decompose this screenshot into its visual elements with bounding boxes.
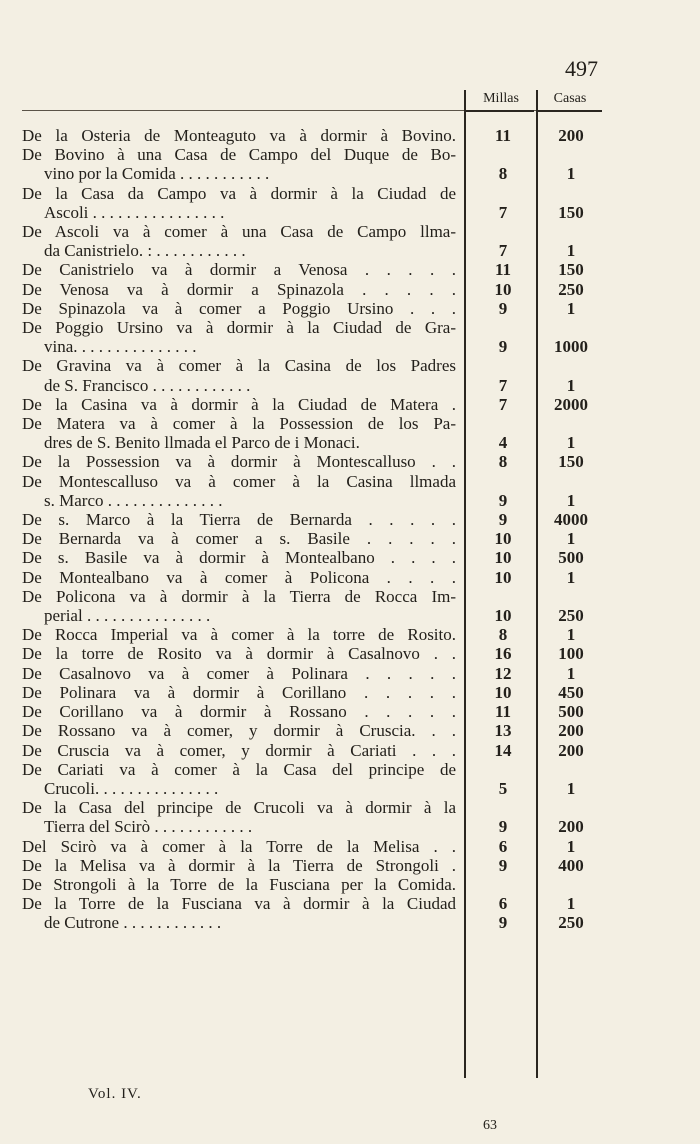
route-text: De Canistrielo va à dormir a Venosa . . . . . <box>22 260 456 280</box>
itinerary-entry <box>22 299 602 318</box>
millas-value: 9 <box>498 855 508 875</box>
entry-line <box>22 875 602 894</box>
itinerary-entry <box>22 260 602 279</box>
millas-value: 6 <box>498 894 508 914</box>
entry-line <box>22 491 602 510</box>
casas-value: 1 <box>566 433 576 453</box>
itinerary-entry <box>22 837 602 856</box>
itinerary-entry <box>22 452 602 471</box>
route-text: De Poggio Ursino va à dormir à la Ciudad de Gra- <box>22 318 456 338</box>
entry-line <box>22 241 602 260</box>
millas-value: 8 <box>498 625 508 645</box>
millas-value: 14 <box>494 740 512 760</box>
itinerary-entry <box>22 683 602 702</box>
casas-value: 1 <box>566 625 576 645</box>
millas-value: 7 <box>498 241 508 261</box>
route-text: Tierra del Scirò . . . . . . . . . . . . <box>44 817 253 837</box>
route-text: De Venosa va à dormir a Spinazola . . . . . <box>22 279 456 299</box>
volume-label: Vol. IV. <box>88 1086 142 1102</box>
itinerary-entry <box>22 760 602 798</box>
header-underline-millas <box>466 110 534 112</box>
casas-value: 4000 <box>554 510 588 530</box>
millas-value: 11 <box>494 126 512 145</box>
route-text: De la Osteria de Monteaguto va à dormir à Bovino. <box>22 126 456 145</box>
casas-value: 1 <box>566 529 576 549</box>
casas-value: 1 <box>566 778 576 798</box>
casas-value: 150 <box>558 452 584 472</box>
casas-value: 150 <box>558 202 584 222</box>
casas-value: 1 <box>566 663 576 683</box>
itinerary-entry <box>22 548 602 567</box>
route-text: De Bernarda va à comer a s. Basile . . . . . <box>22 529 456 549</box>
entry-line <box>22 452 602 471</box>
itinerary-entry <box>22 529 602 548</box>
itinerary-entry <box>22 644 602 663</box>
millas-value: 10 <box>494 548 512 568</box>
route-text: vina. . . . . . . . . . . . . . . <box>44 337 197 357</box>
route-text: De la Torre de la Fusciana va à dormir à la Ciudad <box>22 894 456 914</box>
millas-value: 10 <box>494 529 512 549</box>
entry-line <box>22 145 602 164</box>
entry-line <box>22 702 602 721</box>
itinerary-entry <box>22 856 602 875</box>
route-text: Crucoli. . . . . . . . . . . . . . . <box>44 778 219 798</box>
entry-line <box>22 318 602 337</box>
casas-value: 1 <box>566 836 576 856</box>
route-text: De Strongoli à la Torre de la Fusciana per la Comida. <box>22 874 456 894</box>
itinerary-entry <box>22 472 602 510</box>
millas-value: 5 <box>498 778 508 798</box>
route-text: da Canistrielo. : . . . . . . . . . . . <box>44 241 246 261</box>
millas-value: 7 <box>498 394 508 414</box>
route-text: De Policona va à dormir à la Tierra de Rocca Im- <box>22 586 456 606</box>
entry-line <box>22 203 602 222</box>
entry-line <box>22 837 602 856</box>
entry-line <box>22 587 602 606</box>
route-text: De Montealbano va à comer à Policona . . . . <box>22 567 456 587</box>
itinerary-entry <box>22 798 602 836</box>
casas-value: 500 <box>558 548 584 568</box>
route-text: De Casalnovo va à comer à Polinara . . . . . <box>22 663 456 683</box>
entry-line <box>22 568 602 587</box>
entry-line <box>22 472 602 491</box>
entry-line <box>22 760 602 779</box>
itinerary-entry <box>22 318 602 356</box>
itinerary-entry <box>22 741 602 760</box>
millas-value: 4 <box>498 433 508 453</box>
entry-line <box>22 741 602 760</box>
entry-line <box>22 395 602 414</box>
entry-line <box>22 414 602 433</box>
casas-value: 1000 <box>554 337 588 357</box>
route-text: De Gravina va à comer à la Casina de los Padres <box>22 356 456 376</box>
entry-line <box>22 510 602 529</box>
route-text: De Rocca Imperial va à comer à la torre de Rosito. <box>22 625 456 645</box>
route-text: perial . . . . . . . . . . . . . . . <box>44 606 211 626</box>
entry-line <box>22 260 602 279</box>
entry-line <box>22 721 602 740</box>
route-text: Del Scirò va à comer à la Torre de la Melisa . . <box>22 836 456 856</box>
millas-value: 8 <box>498 164 508 184</box>
entry-line <box>22 913 602 932</box>
itinerary-entry <box>22 587 602 625</box>
millas-value: 10 <box>494 682 512 702</box>
entry-line <box>22 779 602 798</box>
millas-value: 10 <box>494 279 512 299</box>
millas-value: 9 <box>498 913 508 933</box>
casas-value: 200 <box>558 126 584 145</box>
route-text: De Bovino à una Casa de Campo del Duque de Bo- <box>22 145 456 165</box>
millas-value: 6 <box>498 836 508 856</box>
route-text: De la Possession va à dormir à Montescalluso . . <box>22 452 456 472</box>
millas-value: 10 <box>494 606 512 626</box>
entry-line <box>22 280 602 299</box>
entry-line <box>22 894 602 913</box>
casas-value: 1 <box>566 164 576 184</box>
column-header-casas: Casas <box>553 91 587 106</box>
route-text: s. Marco . . . . . . . . . . . . . . <box>44 490 223 510</box>
route-text: De Ascoli va à comer à una Casa de Campo llma- <box>22 222 456 242</box>
casas-value: 1 <box>566 894 576 914</box>
itinerary-entry <box>22 145 602 183</box>
millas-value: 11 <box>494 702 512 722</box>
millas-value: 12 <box>494 663 512 683</box>
entry-line <box>22 433 602 452</box>
route-text: De Montescalluso va à comer à la Casina llmada <box>22 471 456 491</box>
route-text: De Cariati va à comer à la Casa del principe de <box>22 759 456 779</box>
route-text: Ascoli . . . . . . . . . . . . . . . . <box>44 202 225 222</box>
millas-value: 13 <box>494 721 512 741</box>
itinerary-entry <box>22 184 602 222</box>
route-text: De s. Marco à la Tierra de Bernarda . . . . . <box>22 510 456 530</box>
casas-value: 200 <box>558 721 584 741</box>
entry-line <box>22 299 602 318</box>
entry-line <box>22 529 602 548</box>
casas-value: 500 <box>558 702 584 722</box>
casas-value: 1 <box>566 298 576 318</box>
millas-value: 9 <box>498 337 508 357</box>
itinerary-entry <box>22 625 602 644</box>
entry-line <box>22 683 602 702</box>
itinerary-entry <box>22 894 602 932</box>
route-text: De Polinara va à dormir à Corillano . . . . . <box>22 682 456 702</box>
entry-line <box>22 817 602 836</box>
entry-line <box>22 376 602 395</box>
itinerary-entry <box>22 356 602 394</box>
itinerary-table <box>22 126 602 933</box>
millas-value: 16 <box>494 644 512 664</box>
route-text: De la Melisa va à dormir à la Tierra de Strongoli . <box>22 855 456 875</box>
route-text: De Rossano va à comer, y dormir à Cruscia. . . <box>22 721 456 741</box>
itinerary-entry <box>22 395 602 414</box>
millas-value: 7 <box>498 202 508 222</box>
entry-line <box>22 606 602 625</box>
route-text: vino por la Comida . . . . . . . . . . . <box>44 164 270 184</box>
millas-value: 9 <box>498 817 508 837</box>
casas-value: 400 <box>558 855 584 875</box>
route-text: de S. Francisco . . . . . . . . . . . . <box>44 375 251 395</box>
casas-value: 1 <box>566 241 576 261</box>
entry-line <box>22 337 602 356</box>
millas-value: 8 <box>498 452 508 472</box>
itinerary-entry <box>22 280 602 299</box>
itinerary-entry <box>22 875 602 894</box>
route-text: De Spinazola va à comer a Poggio Ursino . . . <box>22 298 456 318</box>
itinerary-entry <box>22 510 602 529</box>
entry-line <box>22 548 602 567</box>
route-text: De la torre de Rosito va à dormir à Casalnovo . . <box>22 644 456 664</box>
casas-value: 450 <box>558 682 584 702</box>
casas-value: 150 <box>558 260 584 280</box>
entry-line <box>22 222 602 241</box>
route-text: De Corillano va à dormir à Rossano . . . . . <box>22 702 456 722</box>
route-text: De la Casina va à dormir à la Ciudad de Matera . <box>22 394 456 414</box>
entry-line <box>22 798 602 817</box>
itinerary-entry <box>22 568 602 587</box>
millas-value: 10 <box>494 567 512 587</box>
route-text: De Cruscia va à comer, y dormir à Cariati . . . <box>22 740 456 760</box>
casas-value: 250 <box>558 913 584 933</box>
millas-value: 9 <box>498 490 508 510</box>
millas-value: 7 <box>498 375 508 395</box>
millas-value: 9 <box>498 298 508 318</box>
itinerary-entry <box>22 664 602 683</box>
signature-mark: 63 <box>483 1118 497 1133</box>
millas-value: 9 <box>498 510 508 530</box>
casas-value: 2000 <box>554 394 588 414</box>
header-underline-casas <box>538 110 602 112</box>
entry-line <box>22 126 602 145</box>
column-header-millas: Millas <box>483 91 519 106</box>
casas-value: 100 <box>558 644 584 664</box>
route-text: dres de S. Benito llmada el Parco de i Monaci. <box>44 433 360 453</box>
itinerary-entry <box>22 702 602 721</box>
itinerary-entry <box>22 721 602 740</box>
route-text: de Cutrone . . . . . . . . . . . . <box>44 913 222 933</box>
casas-value: 1 <box>566 567 576 587</box>
route-text: De s. Basile va à dormir à Montealbano . . . . <box>22 548 456 568</box>
casas-value: 200 <box>558 740 584 760</box>
entry-line <box>22 644 602 663</box>
millas-value: 11 <box>494 260 512 280</box>
route-text: De Matera va à comer à la Possession de los Pa- <box>22 414 456 434</box>
itinerary-entry <box>22 126 602 145</box>
entry-line <box>22 856 602 875</box>
entry-line <box>22 356 602 375</box>
casas-value: 250 <box>558 606 584 626</box>
casas-value: 200 <box>558 817 584 837</box>
casas-value: 250 <box>558 279 584 299</box>
casas-value: 1 <box>566 375 576 395</box>
entry-line <box>22 164 602 183</box>
entry-line <box>22 184 602 203</box>
casas-value: 1 <box>566 490 576 510</box>
itinerary-entry <box>22 222 602 260</box>
route-text: De la Casa del principe de Crucoli va à dormir à la <box>22 798 456 818</box>
entry-line <box>22 664 602 683</box>
route-text: De la Casa da Campo va à dormir à la Ciudad de <box>22 183 456 203</box>
entry-line <box>22 625 602 644</box>
itinerary-entry <box>22 414 602 452</box>
page-number: 497 <box>565 56 598 81</box>
